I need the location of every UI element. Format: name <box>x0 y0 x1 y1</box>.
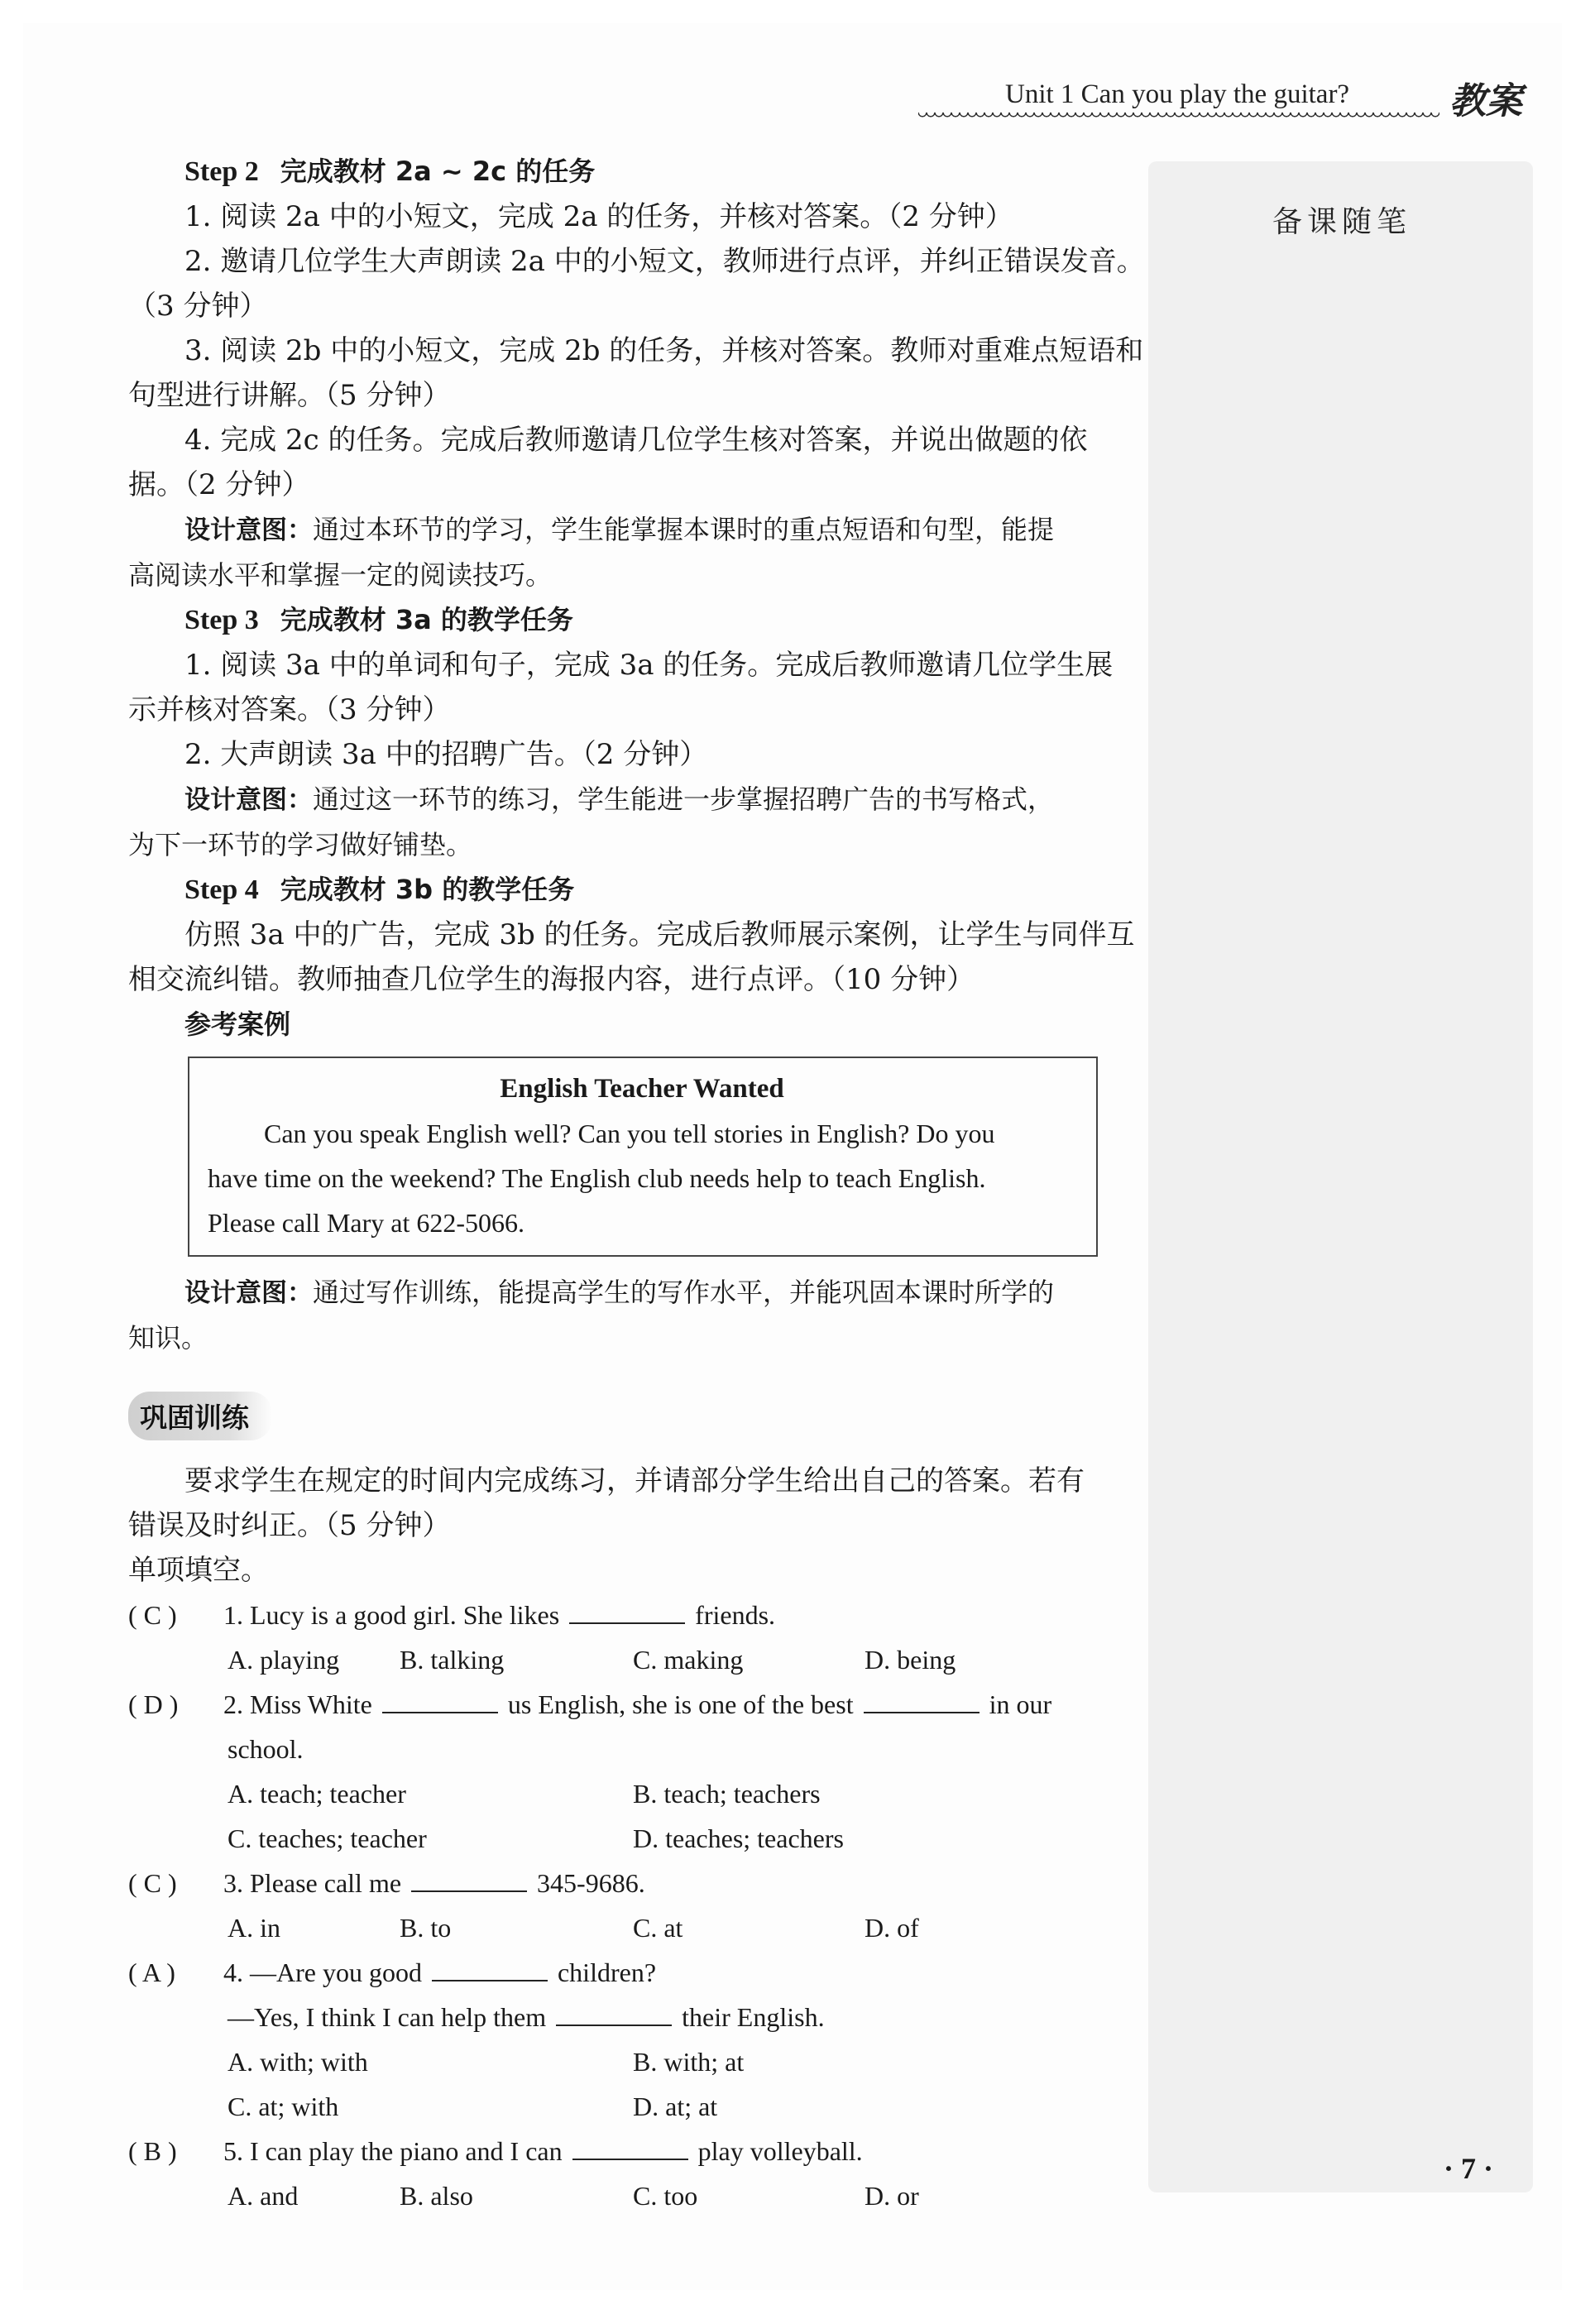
step3-item-1: 1. 阅读 3a 中的单词和句子，完成 3a 的任务。完成后教师邀请几位学生展 <box>184 649 1114 682</box>
practice-intro: 要求学生在规定的时间内完成练习，并请部分学生给出自己的答案。若有 <box>184 1464 1085 1497</box>
step3-heading <box>128 597 1113 643</box>
step3-label: Step 3 <box>184 605 259 635</box>
example-ad-line-3: Please call Mary at 622-5066. <box>208 1208 524 1238</box>
step4-text: 仿照 3a 中的广告，完成 3b 的任务。完成后教师展示案例，让学生与同伴互 <box>184 918 1135 951</box>
step2-item-4: 4. 完成 2c 的任务。完成后教师邀请几位学生核对答案，并说出做题的依 <box>184 424 1088 457</box>
example-label: 参考案例 <box>184 1009 291 1040</box>
question-1-stem: 1. Lucy is a good girl. She likes <box>223 1600 560 1630</box>
answer-5: ( B ) <box>128 2136 177 2166</box>
option-a: A. playing <box>228 1645 340 1675</box>
example-ad-box <box>188 1057 1098 1257</box>
step2-intent <box>128 507 1113 553</box>
option-a: A. with; with <box>228 2047 368 2077</box>
answer-blank <box>432 1957 548 1981</box>
step3-intent-cont: 为下一环节的学习做好铺垫。 <box>128 829 473 860</box>
answer-blank <box>572 2135 688 2160</box>
question-5-stem-end: play volleyball. <box>697 2136 863 2166</box>
option-d: D. teaches; teachers <box>633 1823 844 1853</box>
question-4-reply-end: their English. <box>682 2002 825 2032</box>
unit-title: Unit 1 Can you play the guitar? <box>1005 79 1350 109</box>
intent-label: 设计意图： <box>184 1278 313 1308</box>
question-4-options-row2 <box>128 2084 1113 2129</box>
question-1 <box>128 1593 1113 1637</box>
question-3 <box>128 1861 1113 1905</box>
step4-title: 完成教材 3b 的教学任务 <box>280 874 575 905</box>
question-3-stem: 3. Please call me <box>223 1868 402 1898</box>
question-2-stem-mid: us English, she is one of the best <box>507 1689 854 1719</box>
question-2-stem: 2. Miss White <box>223 1689 372 1719</box>
notes-sidebar <box>1148 161 1533 2192</box>
step3-intent <box>128 777 1113 822</box>
option-b: B. to <box>400 1913 452 1943</box>
option-d: D. at; at <box>633 2092 718 2121</box>
step3-item-1-cont: 示并核对答案。（3 分钟） <box>128 693 451 726</box>
wavy-rule <box>918 113 1439 121</box>
step2-item-3: 3. 阅读 2b 中的小短文，完成 2b 的任务，并核对答案。教师对重难点短语和 <box>184 334 1144 367</box>
step2-label: Step 2 <box>184 156 259 187</box>
step4-heading <box>128 867 1113 913</box>
option-a: A. teach; teacher <box>228 1779 406 1809</box>
step4-intent-cont: 知识。 <box>128 1322 208 1354</box>
step2-intent-cont: 高阅读水平和掌握一定的阅读技巧。 <box>128 559 553 591</box>
step3-item-2: 2. 大声朗读 3a 中的招聘广告。（2 分钟） <box>184 738 708 771</box>
option-a: A. in <box>228 1913 280 1943</box>
option-b: B. also <box>400 2181 473 2211</box>
intent-text: 通过这一环节的练习，学生能进一步掌握招聘广告的书写格式， <box>313 783 1055 815</box>
question-1-stem-end: friends. <box>695 1600 776 1630</box>
option-b: B. talking <box>400 1645 505 1675</box>
option-c: C. at; with <box>228 2092 339 2121</box>
answer-4: ( A ) <box>128 1957 175 1987</box>
step4-intent <box>128 1270 1113 1315</box>
answer-blank <box>411 1867 527 1892</box>
question-2-options-row1 <box>128 1771 1113 1816</box>
step2-title: 完成教材 2a ~ 2c 的任务 <box>280 156 596 187</box>
option-b: B. with; at <box>633 2047 745 2077</box>
option-c: C. too <box>633 2181 698 2211</box>
answer-2: ( D ) <box>128 1689 179 1719</box>
answer-1: ( C ) <box>128 1600 177 1630</box>
page-number: · 7 · <box>1444 2152 1494 2185</box>
intent-text: 通过写作训练，能提高学生的写作水平，并能巩固本课时所学的 <box>313 1277 1055 1308</box>
question-4-reply: —Yes, I think I can help them <box>228 2002 547 2032</box>
example-ad-title: English Teacher Wanted <box>500 1074 784 1104</box>
question-3-options <box>128 1905 1113 1950</box>
step3-title: 完成教材 3a 的教学任务 <box>280 604 573 635</box>
sidebar-title: 备课随笔 <box>1272 205 1412 239</box>
question-1-options <box>128 1637 1113 1682</box>
question-5-stem: 5. I can play the piano and I can <box>223 2136 563 2166</box>
question-5 <box>128 2129 1113 2173</box>
question-3-stem-end: 345-9686. <box>537 1868 645 1898</box>
question-4 <box>128 1950 1113 1995</box>
step2-item-2-cont: （3 分钟） <box>128 290 268 323</box>
option-d: D. or <box>865 2181 919 2211</box>
step2-item-1: 1. 阅读 2a 中的小短文，完成 2a 的任务，并核对答案。（2 分钟） <box>184 200 1013 233</box>
intent-text: 通过本环节的学习，学生能掌握本课时的重点短语和句型，能提 <box>313 514 1055 545</box>
answer-blank <box>864 1689 980 1713</box>
intent-label: 设计意图： <box>184 515 313 545</box>
practice-section-label: 巩固训练 <box>128 1392 272 1440</box>
option-d: D. being <box>865 1645 956 1675</box>
question-4-line-2 <box>128 1995 1113 2039</box>
running-header <box>918 73 1522 122</box>
question-4-stem: 4. —Are you good <box>223 1957 422 1987</box>
question-5-options <box>128 2173 1113 2218</box>
practice-intro-cont: 错误及时纠正。（5 分钟） <box>128 1509 451 1542</box>
step4-label: Step 4 <box>184 874 259 905</box>
step2-item-3-cont: 句型进行讲解。（5 分钟） <box>128 379 451 412</box>
question-4-options-row1 <box>128 2039 1113 2084</box>
exercise-type: 单项填空。 <box>128 1554 269 1587</box>
option-d: D. of <box>865 1913 919 1943</box>
answer-3: ( C ) <box>128 1868 177 1898</box>
question-2 <box>128 1682 1113 1727</box>
question-4-stem-end: children? <box>557 1957 657 1987</box>
intent-label: 设计意图： <box>184 785 313 815</box>
answer-blank <box>556 2001 672 2026</box>
example-ad-line-1: Can you speak English well? Can you tell stories in English? Do you <box>264 1119 995 1148</box>
example-ad-line-2: have time on the weekend? The English club needs help to teach English. <box>208 1163 986 1193</box>
step2-item-2: 2. 邀请几位学生大声朗读 2a 中的小短文，教师进行点评，并纠正错误发音。 <box>184 245 1145 278</box>
option-a: A. and <box>228 2181 299 2211</box>
answer-blank <box>382 1689 498 1713</box>
question-2-options-row2 <box>128 1816 1113 1861</box>
step2-heading <box>128 149 1113 194</box>
step4-text-cont: 相交流纠错。教师抽查几位学生的海报内容，进行点评。（10 分钟） <box>128 963 975 996</box>
option-c: C. at <box>633 1913 683 1943</box>
question-2-cont: school. <box>228 1734 304 1764</box>
option-b: B. teach; teachers <box>633 1779 821 1809</box>
main-content <box>128 149 1145 2218</box>
answer-blank <box>569 1599 685 1624</box>
option-c: C. teaches; teacher <box>228 1823 427 1853</box>
section-badge: 教案 <box>1449 80 1522 122</box>
question-2-stem-end: in our <box>989 1689 1052 1719</box>
step2-item-4-cont: 据。（2 分钟） <box>128 468 310 501</box>
option-c: C. making <box>633 1645 744 1675</box>
